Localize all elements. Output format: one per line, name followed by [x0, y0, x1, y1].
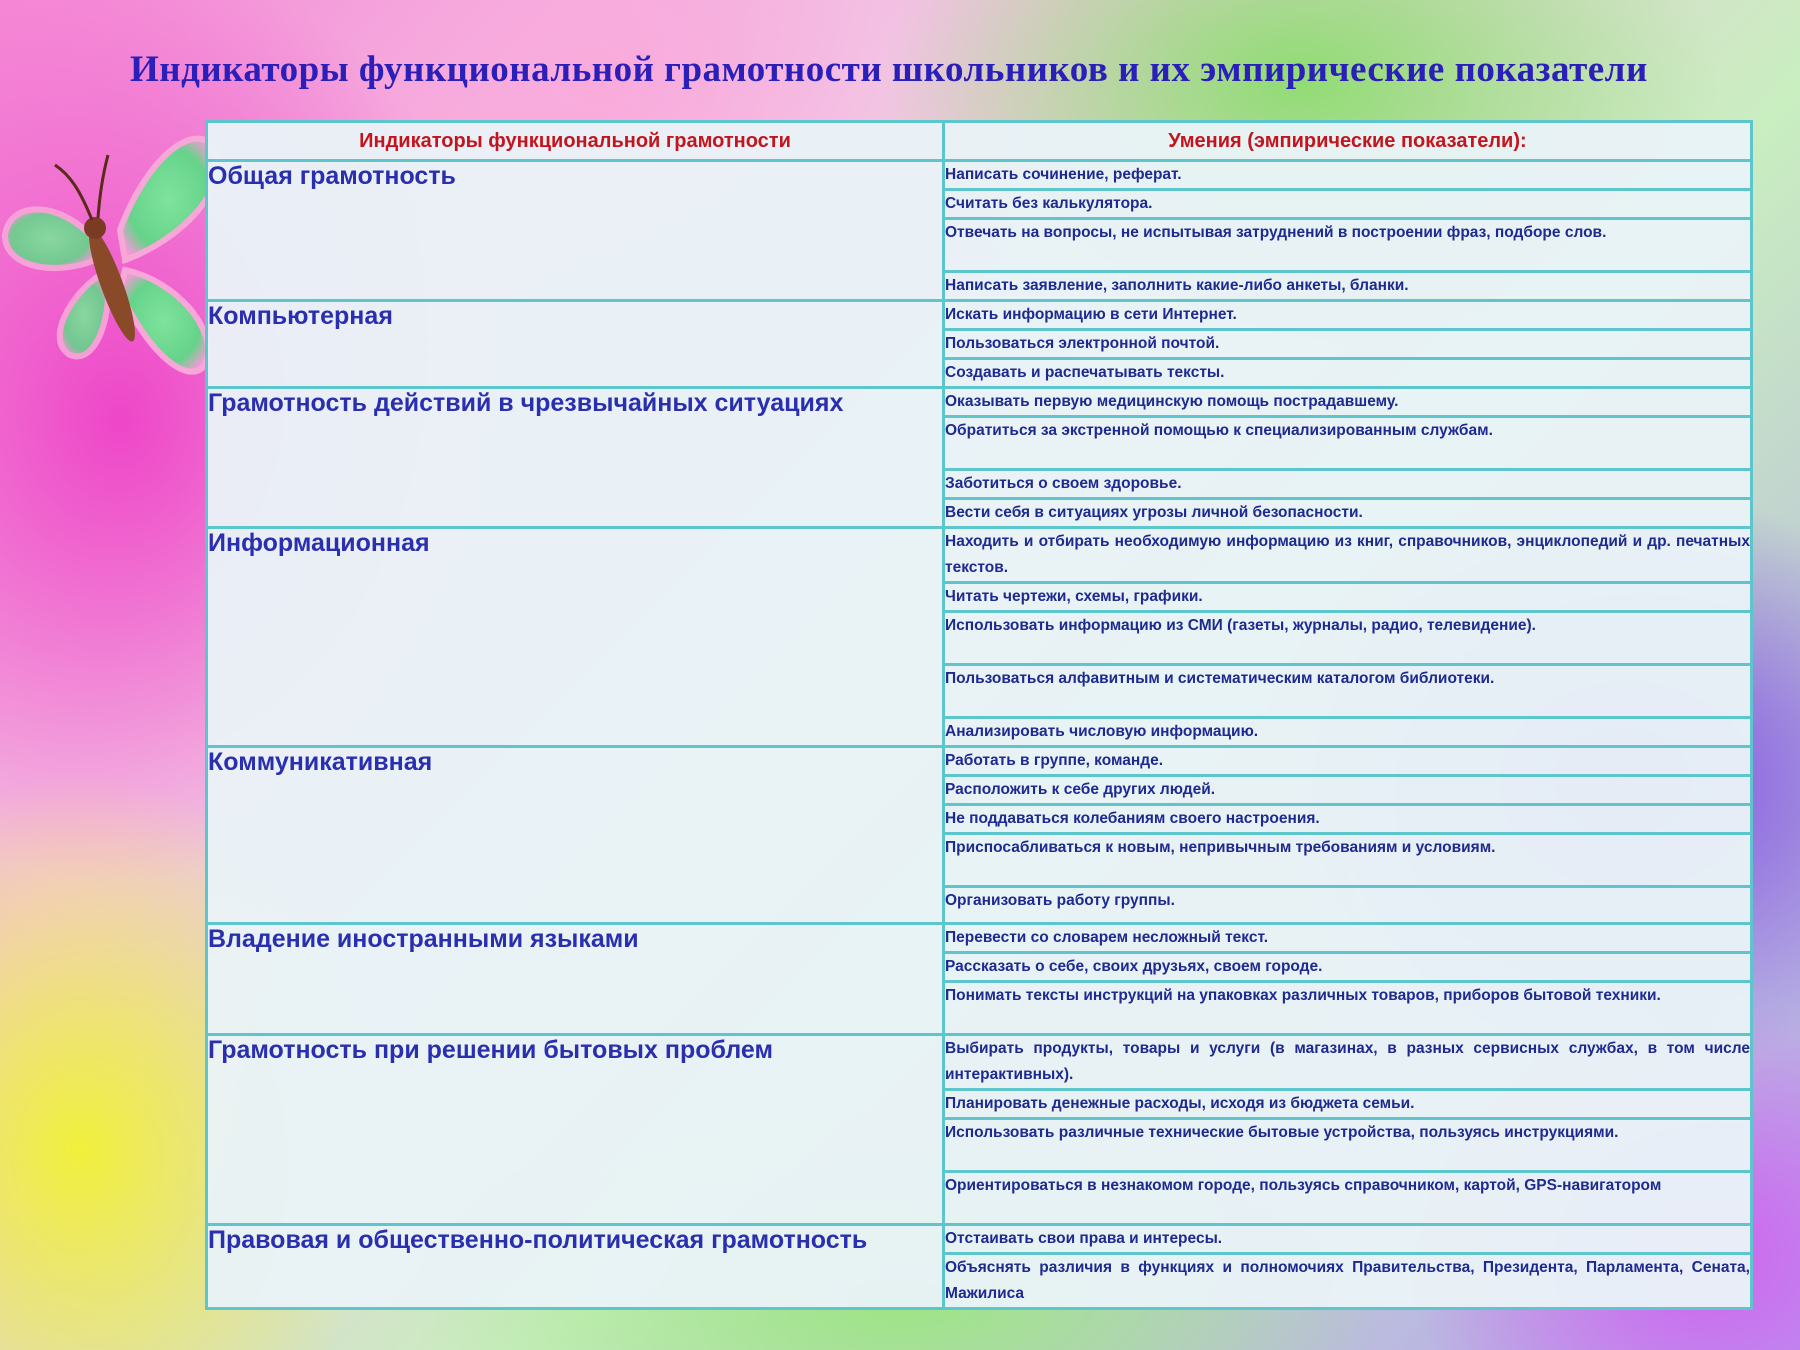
skill-cell: Понимать тексты инструкций на упаковках различных товаров, приборов бытовой техники.	[944, 982, 1752, 1035]
skill-cell: Ориентироваться в незнакомом городе, пользуясь справочником, картой, GPS-навигатором	[944, 1172, 1752, 1225]
skill-cell: Выбирать продукты, товары и услуги (в магазинах, в разных сервисных службах, в том числе интерактивных).	[944, 1035, 1752, 1090]
skill-cell: Работать в группе, команде.	[944, 747, 1752, 776]
skill-cell: Использовать информацию из СМИ (газеты, журналы, радио, телевидение).	[944, 612, 1752, 665]
skill-cell: Искать информацию в сети Интернет.	[944, 301, 1752, 330]
table-row	[207, 1225, 1752, 1254]
table-row	[207, 301, 1752, 330]
skill-cell: Пользоваться алфавитным и систематическим каталогом библиотеки.	[944, 665, 1752, 718]
page-title: Индикаторы функциональной грамотности школьников и их эмпирические показатели	[130, 49, 1648, 90]
skill-cell: Анализировать числовую информацию.	[944, 718, 1752, 747]
skill-cell: Обратиться за экстренной помощью к специализированным службам.	[944, 417, 1752, 470]
indicator-cell: Компьютерная	[207, 301, 944, 388]
table-row	[207, 747, 1752, 776]
skill-cell: Заботиться о своем здоровье.	[944, 470, 1752, 499]
indicator-cell: Грамотность действий в чрезвычайных ситуациях	[207, 388, 944, 528]
header-indicators: Индикаторы функциональной грамотности	[207, 122, 944, 161]
indicator-cell: Правовая и общественно-политическая грамотность	[207, 1225, 944, 1309]
skill-cell: Приспосабливаться к новым, непривычным требованиям и условиям.	[944, 834, 1752, 887]
skill-cell: Создавать и распечатывать тексты.	[944, 359, 1752, 388]
skill-cell: Пользоваться электронной почтой.	[944, 330, 1752, 359]
header-skills: Умения (эмпирические показатели):	[944, 122, 1752, 161]
table-row	[207, 388, 1752, 417]
skill-cell: Перевести со словарем несложный текст.	[944, 924, 1752, 953]
indicator-cell: Грамотность при решении бытовых проблем	[207, 1035, 944, 1225]
indicator-cell: Общая грамотность	[207, 161, 944, 301]
indicator-cell: Владение иностранными языками	[207, 924, 944, 1035]
table-row	[207, 1035, 1752, 1090]
indicator-cell: Коммуникативная	[207, 747, 944, 924]
skill-cell: Находить и отбирать необходимую информацию из книг, справочников, энциклопедий и др. печатных текстов.	[944, 528, 1752, 583]
skill-cell: Организовать работу группы.	[944, 887, 1752, 924]
skill-cell: Отстаивать свои права и интересы.	[944, 1225, 1752, 1254]
indicator-cell: Информационная	[207, 528, 944, 747]
skill-cell: Рассказать о себе, своих друзьях, своем городе.	[944, 953, 1752, 982]
skill-cell: Использовать различные технические бытовые устройства, пользуясь инструкциями.	[944, 1119, 1752, 1172]
skill-cell: Отвечать на вопросы, не испытывая затруднений в построении фраз, подборе слов.	[944, 219, 1752, 272]
skill-cell: Оказывать первую медицинскую помощь пострадавшему.	[944, 388, 1752, 417]
table-row	[207, 528, 1752, 583]
butterfly-icon	[0, 110, 230, 390]
table-header-row	[207, 122, 1752, 161]
table-row	[207, 924, 1752, 953]
skill-cell: Написать сочинение, реферат.	[944, 161, 1752, 190]
skill-cell: Вести себя в ситуациях угрозы личной безопасности.	[944, 499, 1752, 528]
skill-cell: Написать заявление, заполнить какие-либо анкеты, бланки.	[944, 272, 1752, 301]
skill-cell: Объяснять различия в функциях и полномочиях Правительства, Президента, Парламента, Сената, Мажилиса	[944, 1254, 1752, 1309]
skill-cell: Не поддаваться колебаниям своего настроения.	[944, 805, 1752, 834]
skill-cell: Планировать денежные расходы, исходя из бюджета семьи.	[944, 1090, 1752, 1119]
skill-cell: Расположить к себе других людей.	[944, 776, 1752, 805]
skill-cell: Считать без калькулятора.	[944, 190, 1752, 219]
indicators-table	[205, 120, 1753, 1310]
skill-cell: Читать чертежи, схемы, графики.	[944, 583, 1752, 612]
table-row	[207, 161, 1752, 190]
